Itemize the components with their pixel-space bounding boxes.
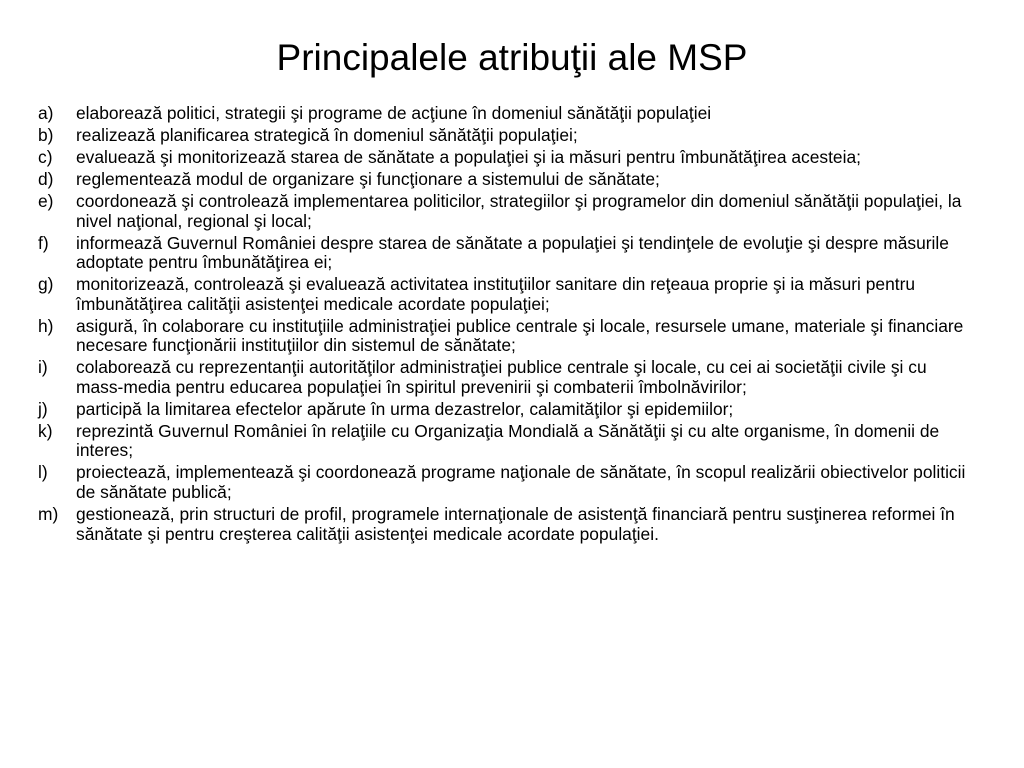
list-marker: g)	[38, 274, 54, 295]
list-marker: b)	[38, 124, 54, 145]
list-item-text: asigură, în colaborare cu instituţiile administraţiei publice centrale şi locale, resursele umane, materiale şi financiare necesare funcţionării instituţiilor din sistemul de sănătate;	[76, 315, 964, 356]
list-item-g	[38, 275, 978, 314]
list-item-text: informează Guvernul României despre starea de sănătate a populaţiei şi tendinţele de evoluţie şi despre măsurile adoptate pentru îmbunătăţirea ei;	[76, 232, 949, 273]
list-marker: a)	[38, 103, 54, 123]
list-marker: f)	[38, 232, 49, 253]
list-marker: i)	[38, 357, 48, 378]
list-item-e	[38, 192, 978, 231]
list-marker: d)	[38, 168, 54, 189]
list-item-f	[38, 234, 978, 273]
list-item-text: evaluează şi monitorizează starea de sănătate a populaţiei şi ia măsuri pentru îmbunătăţirea acesteia;	[76, 146, 861, 167]
list-item-text: elaborează politici, strategii şi programe de acţiune în domeniul sănătăţii populaţiei	[76, 103, 712, 123]
list-item-h	[38, 317, 978, 356]
list-item-k	[38, 422, 978, 461]
list-item-text: realizează planificarea strategică în domeniul sănătăţii populaţiei;	[76, 124, 578, 145]
list-item-text: participă la limitarea efectelor apărute în urma dezastrelor, calamităţilor şi epidemiilor;	[76, 398, 734, 419]
list-marker: k)	[38, 420, 53, 441]
list-marker: l)	[38, 462, 48, 483]
attributions-list	[38, 104, 978, 547]
list-marker: m)	[38, 503, 59, 524]
list-item-text: coordonează şi controlează implementarea politicilor, strategiilor şi programelor din domeniul sănătăţii populaţiei, la nivel naţional, regional şi local;	[76, 190, 962, 231]
list-item-d	[38, 170, 978, 190]
list-item-text: reglementează modul de organizare şi funcţionare a sistemului de sănătate;	[76, 168, 660, 189]
list-item-c	[38, 148, 978, 168]
slide-title: Principalele atribuţii ale MSP	[276, 37, 748, 78]
list-item-a	[38, 104, 978, 124]
list-item-m	[38, 505, 978, 544]
list-item-text: reprezintă Guvernul României în relaţiile cu Organizaţia Mondială a Sănătăţii şi cu alte organisme, în domenii de interes;	[76, 420, 940, 461]
list-marker: j)	[38, 398, 48, 419]
list-item-text: proiectează, implementează şi coordonează programe naţionale de sănătate, în scopul realizării obiectivelor politicii de sănătate publică;	[76, 462, 966, 502]
list-marker: h)	[38, 315, 54, 336]
list-item-text: gestionează, prin structuri de profil, programele internaţionale de asistenţă financiară pentru susţinerea reformei în sănătate şi pentru creşterea calităţii asistenţei medicale acordate populaţiei.	[76, 503, 955, 544]
list-item-l	[38, 463, 978, 502]
list-item-i	[38, 358, 978, 397]
list-item-text: monitorizează, controlează şi evaluează activitatea instituţiilor sanitare din reţeaua proprie şi ia măsuri pentru îmbunătăţirea calităţii asistenţei medicale acordate populaţiei;	[76, 274, 916, 314]
list-marker: c)	[38, 146, 53, 167]
list-item-j	[38, 400, 978, 420]
list-item-b	[38, 126, 978, 146]
list-item-text: colaborează cu reprezentanţii autorităţilor administraţiei publice centrale şi locale, cu cei ai societăţii civile şi cu mass-media pentru educarea populaţiei în spiritul prevenirii şi combaterii îmbolnăvirilor;	[76, 357, 927, 397]
list-marker: e)	[38, 190, 54, 211]
